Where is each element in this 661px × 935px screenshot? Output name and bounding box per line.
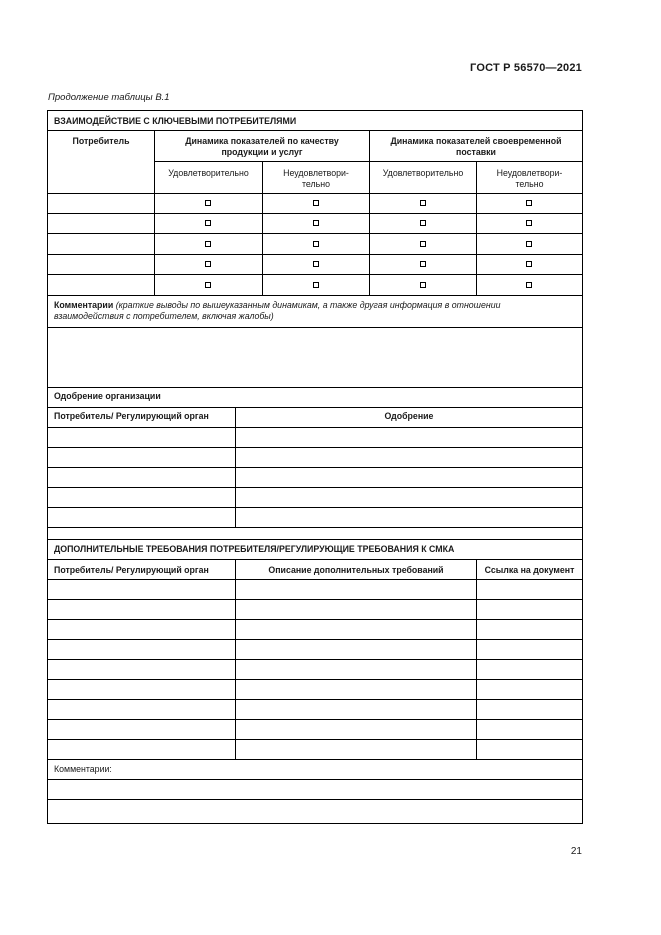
comments-note-line1: (краткие выводы по вышеуказанным динамикам, а также другая информация в отношении xyxy=(115,300,501,310)
requirements-row-divider xyxy=(48,739,582,740)
approval-row-divider xyxy=(48,507,582,508)
header-bottom-divider xyxy=(48,193,582,194)
header-quality-unsatisfactory-line2: тельно xyxy=(302,179,330,189)
approval-header-approval: Одобрение xyxy=(384,411,434,421)
header-consumer: Потребитель xyxy=(72,136,130,146)
document-code: ГОСТ Р 56570—2021 xyxy=(470,62,582,74)
checkbox-row-divider xyxy=(48,213,582,214)
header-quality-satisfactory: Удовлетворительно xyxy=(168,168,249,178)
column-divider-quality xyxy=(262,161,263,295)
comments-label: Комментарии xyxy=(54,300,114,310)
requirements-row-divider xyxy=(48,719,582,720)
checkbox[interactable] xyxy=(313,282,319,288)
checkbox[interactable] xyxy=(526,282,532,288)
comments2-row-divider xyxy=(48,799,582,800)
checkbox[interactable] xyxy=(205,261,211,267)
requirements-title-divider xyxy=(48,559,582,560)
checkbox[interactable] xyxy=(526,220,532,226)
header-quality-unsatisfactory-line1: Неудовлетвори- xyxy=(283,168,349,178)
checkbox[interactable] xyxy=(526,261,532,267)
header-delivery-satisfactory: Удовлетворительно xyxy=(382,168,464,178)
requirements-row-divider xyxy=(48,699,582,700)
checkbox[interactable] xyxy=(313,261,319,267)
checkbox-row-divider xyxy=(48,254,582,255)
checkbox[interactable] xyxy=(420,261,426,267)
approval-row-divider xyxy=(48,527,582,528)
checkbox[interactable] xyxy=(420,200,426,206)
requirements-header-consumer: Потребитель/ Регулирующий орган xyxy=(54,565,209,575)
checkbox[interactable] xyxy=(205,220,211,226)
section-requirements-title: ДОПОЛНИТЕЛЬНЫЕ ТРЕБОВАНИЯ ПОТРЕБИТЕЛЯ/РЕГУЛИРУЮЩИЕ ТРЕБОВАНИЯ К СМКА xyxy=(54,544,455,554)
header-delivery-unsatisfactory-line2: тельно xyxy=(515,179,544,189)
section-gap-divider xyxy=(48,539,582,540)
comments-section1 xyxy=(54,300,576,311)
checkbox[interactable] xyxy=(205,282,211,288)
section-title-divider xyxy=(48,130,582,131)
requirements-row-divider xyxy=(48,759,582,760)
requirements-row-divider xyxy=(48,579,582,580)
checkbox[interactable] xyxy=(420,241,426,247)
checkbox[interactable] xyxy=(526,241,532,247)
form-table xyxy=(47,110,583,824)
checkbox[interactable] xyxy=(205,200,211,206)
requirements-row-divider xyxy=(48,619,582,620)
approval-title-divider xyxy=(48,407,582,408)
requirements-column-divider-1 xyxy=(235,559,236,759)
comments-note-line2: взаимодействия с потребителем, включая жалобы) xyxy=(54,311,274,321)
checkbox[interactable] xyxy=(313,241,319,247)
column-divider-group xyxy=(369,130,370,295)
comments2-divider xyxy=(48,779,582,780)
section-interaction-title: ВЗАИМОДЕЙСТВИЕ С КЛЮЧЕВЫМИ ПОТРЕБИТЕЛЯМИ xyxy=(54,116,297,126)
requirements-row-divider xyxy=(48,599,582,600)
comments-section2-label: Комментарии: xyxy=(54,764,112,774)
checkbox[interactable] xyxy=(526,200,532,206)
approval-header-consumer: Потребитель/ Регулирующий орган xyxy=(54,411,209,421)
requirements-row-divider xyxy=(48,659,582,660)
approval-row-divider xyxy=(48,447,582,448)
header-delivery-line2: поставки xyxy=(456,147,496,157)
checkbox-row-divider xyxy=(48,274,582,275)
checkbox[interactable] xyxy=(313,220,319,226)
approval-row-divider xyxy=(48,467,582,468)
header-delivery-unsatisfactory-line1: Неудовлетвори- xyxy=(496,168,563,178)
approval-title: Одобрение организации xyxy=(54,391,161,401)
comments-label-divider xyxy=(48,327,582,328)
checkbox[interactable] xyxy=(313,200,319,206)
checkbox-row-divider xyxy=(48,233,582,234)
header-quality-line1: Динамика показателей по качеству xyxy=(185,136,339,146)
requirements-header-reference: Ссылка на документ xyxy=(484,565,575,575)
header-delivery-line1: Динамика показателей своевременной xyxy=(390,136,562,146)
header-group-divider xyxy=(154,161,582,162)
requirements-column-divider-2 xyxy=(476,559,477,759)
requirements-row-divider xyxy=(48,679,582,680)
column-divider-consumer xyxy=(154,130,155,295)
approval-column-divider xyxy=(235,407,236,527)
comments-area-bottom xyxy=(48,387,582,388)
checkbox[interactable] xyxy=(205,241,211,247)
requirements-row-divider xyxy=(48,639,582,640)
column-divider-delivery xyxy=(476,161,477,295)
approval-row-divider xyxy=(48,427,582,428)
header-quality-line2: продукции и услуг xyxy=(221,147,303,157)
requirements-header-description: Описание дополнительных требований xyxy=(268,565,444,575)
checkbox[interactable] xyxy=(420,220,426,226)
checkbox-table-bottom xyxy=(48,295,582,296)
approval-row-divider xyxy=(48,487,582,488)
page-number: 21 xyxy=(570,846,582,857)
table-continuation-caption: Продолжение таблицы В.1 xyxy=(48,92,170,103)
checkbox[interactable] xyxy=(420,282,426,288)
